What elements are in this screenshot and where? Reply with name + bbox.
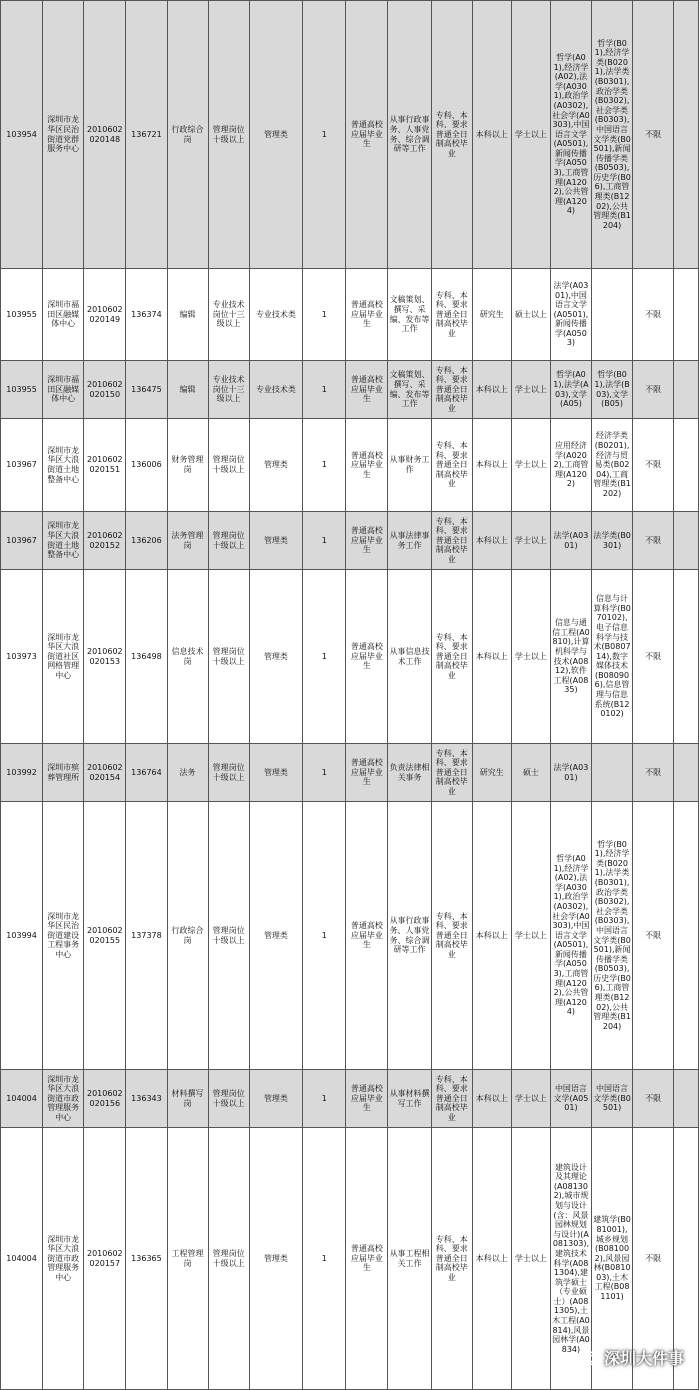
cell-degree: 学士以上 — [511, 570, 550, 744]
cell-headcount: 1 — [303, 802, 346, 1070]
cell-applicant-type: 普通高校应届毕业生 — [346, 570, 388, 744]
cell-undergraduate-majors — [592, 744, 633, 802]
cell-employer: 深圳市福田区融媒体中心 — [43, 361, 84, 419]
cell-job-type: 管理类 — [249, 512, 302, 570]
cell-graduate-majors: 法学(A0301),中国语言文学(A0501),新闻传播学(A0503) — [550, 269, 591, 361]
wechat-bubble-icon — [580, 1350, 600, 1366]
cell-job-code: 2010602020152 — [84, 512, 126, 570]
cell-undergraduate-majors: 哲学(B01),经济学类(B0201),法学类(B0301),政治学类(B0302),社会学类(B0303),中国语言文学类(B0501),新闻传播学类(B0503),历史学(B06),工商管理类(B1202),公共管理类(B1204) — [592, 1, 633, 269]
cell-job-type: 管理类 — [249, 419, 302, 512]
cell-job-title: 法务 — [167, 744, 208, 802]
cell-job-id: 136764 — [126, 744, 167, 802]
cell-degree: 学士以上 — [511, 1, 550, 269]
cell-employer: 深圳市福田区融媒体中心 — [43, 269, 84, 361]
cell-applicant-type: 普通高校应届毕业生 — [346, 361, 388, 419]
cell-applicant-type: 普通高校应届毕业生 — [346, 802, 388, 1070]
cell-job-level: 管理岗位十级以上 — [208, 744, 249, 802]
cell-job-duties: 从事信息技术工作 — [388, 570, 431, 744]
cell-other-requirement: 不限 — [633, 1070, 674, 1128]
table-row — [1, 512, 699, 570]
cell-applicant-type: 普通高校应届毕业生 — [346, 269, 388, 361]
cell-job-title: 材料撰写岗 — [167, 1070, 208, 1128]
cell-degree-level: 本科以上 — [472, 570, 511, 744]
cell-degree-level: 研究生 — [472, 744, 511, 802]
cell-graduate-majors: 法学(A0301) — [550, 744, 591, 802]
cell-other-requirement: 不限 — [633, 802, 674, 1070]
cell-graduate-majors: 中国语言文学(A0501) — [550, 1070, 591, 1128]
cell-applicant-type: 普通高校应届毕业生 — [346, 1, 388, 269]
cell-degree: 学士以上 — [511, 1128, 550, 1390]
cell-degree-level: 本科以上 — [472, 1070, 511, 1128]
cell-job-level: 管理岗位十级以上 — [208, 1, 249, 269]
cell-headcount: 1 — [303, 744, 346, 802]
cell-education-requirement: 专科、本科、要求普通全日制高校毕业 — [431, 802, 472, 1070]
cell-job-type: 专业技术类 — [249, 361, 302, 419]
cell-job-duties: 从事工程相关工作 — [388, 1128, 431, 1390]
cell-degree-level: 本科以上 — [472, 802, 511, 1070]
cell-degree: 硕士以上 — [511, 269, 550, 361]
cell-degree: 硕士 — [511, 744, 550, 802]
cell-blank — [674, 419, 699, 512]
cell-job-duties: 负责法律相关事务 — [388, 744, 431, 802]
cell-job-id: 136206 — [126, 512, 167, 570]
cell-education-requirement: 专科、本科、要求普通全日制高校毕业 — [431, 419, 472, 512]
cell-blank — [674, 570, 699, 744]
cell-post-code: 104004 — [1, 1128, 43, 1390]
cell-headcount: 1 — [303, 269, 346, 361]
cell-blank — [674, 744, 699, 802]
cell-job-id: 136365 — [126, 1128, 167, 1390]
table-row — [1, 419, 699, 512]
cell-undergraduate-majors: 中国语言文学类(B0501) — [592, 1070, 633, 1128]
cell-job-code: 2010602020153 — [84, 570, 126, 744]
cell-graduate-majors: 建筑设计及其理论(A081302),城市规划与设计(含：风景园林规划与设计)(A081303),建筑技术科学(A081304),建筑学硕士（专业硕士）(A081305),土木工程(A0814),风景园林学(A0834) — [550, 1128, 591, 1390]
cell-education-requirement: 专科、本科、要求普通全日制高校毕业 — [431, 361, 472, 419]
cell-job-code: 2010602020156 — [84, 1070, 126, 1128]
cell-blank — [674, 802, 699, 1070]
watermark — [580, 1346, 684, 1369]
cell-job-code: 2010602020149 — [84, 269, 126, 361]
cell-blank — [674, 1070, 699, 1128]
cell-job-code: 2010602020155 — [84, 802, 126, 1070]
cell-job-id: 136498 — [126, 570, 167, 744]
cell-graduate-majors: 哲学(A01),法学(A03),文学(A05) — [550, 361, 591, 419]
cell-graduate-majors: 法学(A0301) — [550, 512, 591, 570]
cell-applicant-type: 普通高校应届毕业生 — [346, 744, 388, 802]
cell-post-code: 103954 — [1, 1, 43, 269]
cell-job-id: 136475 — [126, 361, 167, 419]
cell-headcount: 1 — [303, 1, 346, 269]
cell-job-id: 136721 — [126, 1, 167, 269]
cell-applicant-type: 普通高校应届毕业生 — [346, 1070, 388, 1128]
table-row — [1, 361, 699, 419]
cell-post-code: 103955 — [1, 269, 43, 361]
cell-degree-level: 本科以上 — [472, 419, 511, 512]
cell-job-title: 法务管理岗 — [167, 512, 208, 570]
table-row — [1, 1, 699, 269]
watermark-text: 深圳大件事 — [603, 1349, 684, 1368]
cell-job-level: 管理岗位十级以上 — [208, 802, 249, 1070]
cell-job-title: 编辑 — [167, 269, 208, 361]
cell-post-code: 103955 — [1, 361, 43, 419]
cell-job-level: 管理岗位十级以上 — [208, 419, 249, 512]
cell-undergraduate-majors: 信息与计算科学(B070102),电子信息科学与技术(B080714),数字媒体技术(B080906),信息管理与信息系统(B120102) — [592, 570, 633, 744]
cell-graduate-majors: 信息与通信工程(A0810),计算机科学与技术(A0812),软件工程(A0835) — [550, 570, 591, 744]
cell-headcount: 1 — [303, 1070, 346, 1128]
cell-post-code: 103994 — [1, 802, 43, 1070]
cell-education-requirement: 专科、本科、要求普通全日制高校毕业 — [431, 269, 472, 361]
cell-degree-level: 本科以上 — [472, 1, 511, 269]
cell-employer: 深圳市龙华区民治街道党群服务中心 — [43, 1, 84, 269]
cell-job-level: 管理岗位十级以上 — [208, 512, 249, 570]
cell-job-duties: 从事法律事务工作 — [388, 512, 431, 570]
cell-undergraduate-majors — [592, 269, 633, 361]
cell-education-requirement: 专科、本科、要求普通全日制高校毕业 — [431, 1128, 472, 1390]
cell-other-requirement: 不限 — [633, 744, 674, 802]
cell-degree: 学士以上 — [511, 361, 550, 419]
cell-job-type: 管理类 — [249, 744, 302, 802]
cell-job-duties: 从事行政事务、人事党务、综合调研等工作 — [388, 802, 431, 1070]
cell-degree: 学士以上 — [511, 512, 550, 570]
cell-other-requirement: 不限 — [633, 361, 674, 419]
cell-blank — [674, 269, 699, 361]
cell-undergraduate-majors: 法学类(B0301) — [592, 512, 633, 570]
cell-degree-level: 本科以上 — [472, 1128, 511, 1390]
cell-job-id: 136343 — [126, 1070, 167, 1128]
cell-post-code: 103973 — [1, 570, 43, 744]
cell-job-level: 管理岗位十级以上 — [208, 1128, 249, 1390]
cell-education-requirement: 专科、本科、要求普通全日制高校毕业 — [431, 512, 472, 570]
cell-job-duties: 从事材料撰写工作 — [388, 1070, 431, 1128]
cell-education-requirement: 专科、本科、要求普通全日制高校毕业 — [431, 570, 472, 744]
cell-degree: 学士以上 — [511, 419, 550, 512]
cell-undergraduate-majors: 经济学类(B0201),经济与贸易类(B0204),工商管理类(B1202) — [592, 419, 633, 512]
cell-education-requirement: 专科、本科、要求普通全日制高校毕业 — [431, 1, 472, 269]
cell-job-code: 2010602020150 — [84, 361, 126, 419]
cell-degree: 学士以上 — [511, 1070, 550, 1128]
cell-headcount: 1 — [303, 361, 346, 419]
cell-job-type: 管理类 — [249, 1, 302, 269]
cell-job-title: 行政综合岗 — [167, 1, 208, 269]
cell-post-code: 103967 — [1, 512, 43, 570]
cell-job-level: 专业技术岗位十三级以上 — [208, 361, 249, 419]
cell-other-requirement: 不限 — [633, 419, 674, 512]
cell-job-duties: 文稿策划、撰写、采编、发布等工作 — [388, 269, 431, 361]
cell-job-level: 管理岗位十级以上 — [208, 1070, 249, 1128]
cell-job-duties: 从事行政事务、人事党务、综合调研等工作 — [388, 1, 431, 269]
cell-job-code: 2010602020157 — [84, 1128, 126, 1390]
cell-undergraduate-majors: 建筑学(B081001),城乡规划(B081002),风景园林(B081003),土木工程(B081101) — [592, 1128, 633, 1390]
table-row — [1, 802, 699, 1070]
cell-undergraduate-majors: 哲学(B01),经济学类(B0201),法学类(B0301),政治学类(B0302),社会学类(B0303),中国语言文学类(B0501),新闻传播学类(B0503),历史学(B06),工商管理类(B1202),公共管理类(B1204) — [592, 802, 633, 1070]
cell-degree-level: 本科以上 — [472, 361, 511, 419]
cell-graduate-majors: 应用经济学(A0202),工商管理(A1202) — [550, 419, 591, 512]
cell-graduate-majors: 哲学(A01),经济学(A02),法学(A0301),政治学(A0302),社会学(A0303),中国语言文学(A0501),新闻传播学(A0503),工商管理(A1202),公共管理(A1204) — [550, 1, 591, 269]
cell-graduate-majors: 哲学(A01),经济学(A02),法学(A0301),政治学(A0302),社会学(A0303),中国语言文学(A0501),新闻传播学(A0503),工商管理(A1202),公共管理(A1204) — [550, 802, 591, 1070]
cell-job-id: 136374 — [126, 269, 167, 361]
cell-post-code: 104004 — [1, 1070, 43, 1128]
cell-applicant-type: 普通高校应届毕业生 — [346, 512, 388, 570]
table-row — [1, 269, 699, 361]
table-row — [1, 744, 699, 802]
table-row — [1, 570, 699, 744]
cell-headcount: 1 — [303, 1128, 346, 1390]
cell-job-id: 136006 — [126, 419, 167, 512]
cell-job-title: 行政综合岗 — [167, 802, 208, 1070]
cell-headcount: 1 — [303, 570, 346, 744]
cell-job-type: 管理类 — [249, 1070, 302, 1128]
cell-education-requirement: 专科、本科、要求普通全日制高校毕业 — [431, 744, 472, 802]
cell-job-type: 管理类 — [249, 570, 302, 744]
cell-applicant-type: 普通高校应届毕业生 — [346, 1128, 388, 1390]
cell-job-level: 管理岗位十级以上 — [208, 570, 249, 744]
cell-employer: 深圳市龙华区大浪街道市政管理服务中心 — [43, 1070, 84, 1128]
cell-employer: 深圳市龙华区大浪街道社区网格管理中心 — [43, 570, 84, 744]
cell-undergraduate-majors: 哲学(B01),法学(B03),文学(B05) — [592, 361, 633, 419]
cell-job-duties: 从事财务工作 — [388, 419, 431, 512]
cell-headcount: 1 — [303, 419, 346, 512]
cell-job-code: 2010602020151 — [84, 419, 126, 512]
cell-job-code: 2010602020148 — [84, 1, 126, 269]
cell-other-requirement: 不限 — [633, 512, 674, 570]
cell-degree: 学士以上 — [511, 802, 550, 1070]
table-row — [1, 1070, 699, 1128]
cell-job-duties: 文稿策划、撰写、采编、发布等工作 — [388, 361, 431, 419]
cell-headcount: 1 — [303, 512, 346, 570]
cell-job-title: 财务管理岗 — [167, 419, 208, 512]
cell-job-title: 工程管理岗 — [167, 1128, 208, 1390]
cell-applicant-type: 普通高校应届毕业生 — [346, 419, 388, 512]
cell-employer: 深圳市龙华区大浪街道市政管理服务中心 — [43, 1128, 84, 1390]
cell-post-code: 103992 — [1, 744, 43, 802]
cell-job-level: 专业技术岗位十三级以上 — [208, 269, 249, 361]
cell-job-code: 2010602020154 — [84, 744, 126, 802]
cell-other-requirement: 不限 — [633, 1, 674, 269]
cell-employer: 深圳市龙华区民治街道建设工程事务中心 — [43, 802, 84, 1070]
cell-other-requirement: 不限 — [633, 570, 674, 744]
cell-employer: 深圳市龙华区大浪街道土地整备中心 — [43, 419, 84, 512]
cell-degree-level: 研究生 — [472, 269, 511, 361]
cell-employer: 深圳市殡葬管理所 — [43, 744, 84, 802]
cell-other-requirement: 不限 — [633, 269, 674, 361]
cell-job-type: 专业技术类 — [249, 269, 302, 361]
cell-education-requirement: 专科、本科、要求普通全日制高校毕业 — [431, 1070, 472, 1128]
cell-employer: 深圳市龙华区大浪街道土地整备中心 — [43, 512, 84, 570]
cell-job-id: 137378 — [126, 802, 167, 1070]
cell-blank — [674, 1, 699, 269]
cell-job-title: 编辑 — [167, 361, 208, 419]
cell-blank — [674, 512, 699, 570]
cell-other-requirement: 不限 — [633, 1128, 674, 1390]
cell-post-code: 103967 — [1, 419, 43, 512]
cell-blank — [674, 361, 699, 419]
cell-job-title: 信息技术岗 — [167, 570, 208, 744]
cell-job-type: 管理类 — [249, 1128, 302, 1390]
cell-degree-level: 本科以上 — [472, 512, 511, 570]
cell-job-type: 管理类 — [249, 802, 302, 1070]
